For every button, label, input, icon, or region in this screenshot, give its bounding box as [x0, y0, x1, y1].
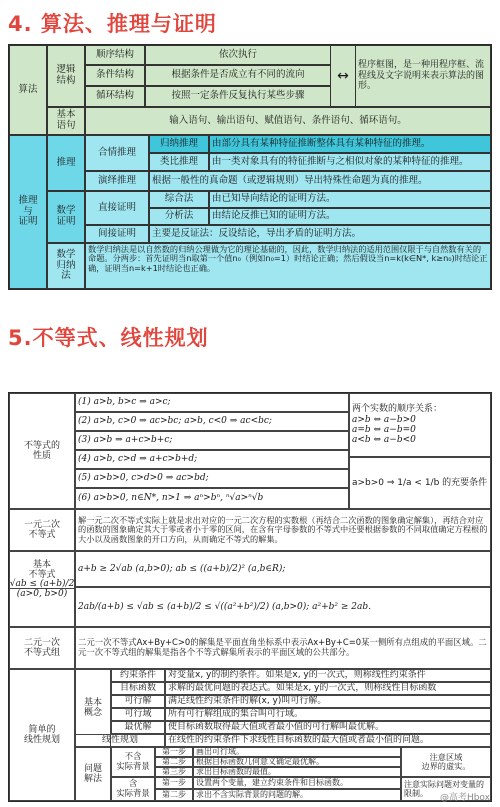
note-constraint: 注意实际问题对变量的限制。: [401, 777, 491, 801]
struct-desc-0: 依次执行: [145, 45, 331, 65]
direct-proof-label: 直接证明: [85, 191, 149, 225]
linear-system-label: 二元一次 不等式组: [9, 627, 75, 669]
synthetic-name: 综合法: [149, 191, 209, 208]
analogy-desc: 由一类对象具有的特征推断与之相似对象的某种特征的推理。: [209, 153, 491, 171]
inference-label: 推理: [47, 135, 85, 191]
concept-name-4: 最优解: [111, 721, 165, 734]
section5-title: 5.不等式、线性规划: [8, 326, 209, 350]
concept-desc-1: 求解的最优问题的表达式。如果是x, y的一次式，则称线性目标函数: [165, 682, 491, 695]
flowchart-note: 程序框图，是一种用程序框、流程线及文字说明来表示算法的图形。: [355, 45, 491, 107]
concept-desc-0: 对变量x, y的制约条件。如果是x, y的一次式，则称线性约束条件: [165, 669, 491, 682]
inequality-table: [8, 392, 492, 802]
property-2: (2) a>b, c>0 ⇒ ac>bc; a>b, c<0 ⇒ ac<bc;: [75, 412, 349, 431]
concept-name-2: 可行解: [111, 695, 165, 708]
statement-label: 基本 语句: [47, 107, 85, 135]
step-nb-2: 第二步: [155, 757, 193, 767]
step-b-1: 第一步: [155, 777, 193, 789]
order-line-2: a=b ⇔ a−b=0: [352, 425, 416, 435]
synthetic-desc: 由已知导向结论的证明方法。: [209, 191, 491, 208]
analytic-desc: 由结论反推已知的证明方法。: [209, 208, 491, 225]
struct-desc-1: 根据条件是否成立有不同的流向: [145, 65, 331, 86]
deduction-name: 演绎推理: [85, 171, 149, 191]
step-nb-3: 第三步: [155, 767, 193, 777]
basic-ineq-row2: 2ab/(a+b) ≤ √ab ≤ (a+b)/2 ≤ √((a²+b²)/2) (a,b>0); a²+b² ≥ 2ab.: [75, 587, 491, 627]
induction-math-label: 数学 归纳 法: [47, 243, 85, 289]
analytic-name: 分析法: [149, 208, 209, 225]
structure-label: 逻辑 结构: [47, 45, 85, 107]
induction-name: 归纳推理: [149, 135, 209, 153]
concept-desc-5: 在线性的约束条件下求线性目标函数的最大值或者最小值的问题。: [165, 734, 491, 747]
order-line-1: a>b ⇔ a−b>0: [352, 414, 416, 425]
property-3: (3) a>b ⇒ a+c>b+c;: [75, 431, 349, 450]
indirect-desc: 主要是反证法：反设结论，导出矛盾的证明方法。: [149, 225, 491, 243]
math-proof-label: 数学 证明: [47, 191, 85, 243]
induction-math-desc: 数学归纳法是以自然数的归纳公理做为它的理论基础的，因此，数学归纳法的适用范围仅限于与自然数有关的命题。分两步：首先证明当n取第一个值n₀（例如n₀=1）时结论正确；然后假设当n=k(k∈N*, k≥n₀)时结论正确，证明当n=k+1时结论也正确。: [85, 243, 491, 289]
property-4: (4) a>b, c>d ⇒ a+c>b+d;: [75, 450, 349, 469]
concept-label: 基本 概念: [75, 669, 111, 747]
concept-name-5: 线性规划: [75, 734, 165, 747]
basic-ineq-main: √ab ≤ (a+b)/2 (a>0, b>0): [9, 551, 75, 627]
analogy-name: 类比推理: [149, 153, 209, 171]
algo-label: 算法: [9, 45, 47, 135]
note-boundary: 注意区域 边界的虚实。: [401, 747, 491, 777]
struct-name-2: 循环结构: [85, 86, 145, 107]
concept-name-0: 约束条件: [111, 669, 165, 682]
reasoning-proof-label: 推理 与 证明: [9, 135, 47, 289]
no-background-label: 不含 实际背景: [111, 747, 155, 777]
induction-desc: 由部分具有某种特征推断整体具有某种特征的推理。: [209, 135, 491, 153]
with-background-label: 含 实际背景: [111, 777, 155, 801]
step-nb-3-desc: 求出目标函数的最值。: [193, 767, 401, 777]
algorithm-reasoning-table: [8, 44, 492, 290]
concept-desc-3: 所有可行解组成的集合叫可行域。: [165, 708, 491, 721]
struct-desc-2: 按照一定条件反复执行某些步骤: [145, 86, 331, 107]
property-1: (1) a>b, b>c ⇒ a>c;: [75, 393, 349, 412]
double-arrow-icon: ↔: [331, 45, 355, 107]
basic-ineq-row1: a+b ≥ 2√ab (a,b>0); ab ≤ ((a+b)/2)² (a,b∈R);: [75, 551, 491, 587]
linear-system-desc: 二元一次不等式Ax+By+C>0的解集是平面直角坐标系中表示Ax+By+C=0某一侧所有点组成的平面区域。二元一次不等式组的解集是指各个不等式解集所表示的平面区域的公共部分。: [75, 627, 491, 669]
order-title: 两个实数的顺序关系：: [352, 404, 443, 415]
step-nb-1-desc: 画出可行域。: [193, 747, 401, 757]
method-label: 问题 解法: [75, 747, 111, 801]
reciprocal-condition: a>b>0 ⇒ 1/a < 1/b 的充要条件: [349, 457, 491, 509]
concept-desc-4: 使目标函数取得最大值或者最小值的可行解叫最优解。: [165, 721, 491, 734]
quadratic-label: 一元二次 不等式: [9, 509, 75, 551]
concept-name-1: 目标函数: [111, 682, 165, 695]
struct-name-1: 条件结构: [85, 65, 145, 86]
properties-label: 不等式的 性质: [9, 393, 75, 509]
struct-name-0: 顺序结构: [85, 45, 145, 65]
statement-desc: 输入语句、输出语句、赋值语句、条件语句、循环语句。: [85, 107, 491, 135]
step-b-2: 第二步: [155, 789, 193, 801]
deduction-desc: 根据一般性的真命题（或逻辑规则）导出特殊性命题为真的推理。: [149, 171, 491, 191]
step-nb-1: 第一步: [155, 747, 193, 757]
step-b-1-desc: 设置两个变量，建立约束条件和目标函数。: [193, 777, 401, 789]
basic-ineq-label: 基本 不等式: [9, 551, 75, 589]
order-relation: [349, 393, 491, 457]
plausible-reasoning-label: 合情推理: [85, 135, 149, 171]
watermark: @高考Hbox: [439, 793, 490, 803]
concept-desc-2: 满足线性约束条件的解(x, y)叫可行解。: [165, 695, 491, 708]
section4-title: 4. 算法、推理与证明: [8, 12, 217, 36]
quadratic-desc: 解一元二次不等式实际上就是求出对应的一元二次方程的实数根（再结合二次函数的图象确定解集），再结合对应的函数的图象确定其大于零或者小于零的区间，在含有字母参数的不等式中还要根据参数的不同取值确定方程根的大小以及函数图象的开口方向，从而确定不等式的解集。: [75, 509, 491, 551]
step-b-2-desc: 求出不含实际背景的问题的解。: [193, 789, 401, 801]
indirect-name: 间接证明: [85, 225, 149, 243]
property-6: (6) a>b>0, n∈N*, n>1 ⇒ aⁿ>bⁿ, ⁿ√a>ⁿ√b: [75, 488, 349, 509]
lp-label: 简单的 线性规划: [9, 669, 75, 801]
step-nb-2-desc: 根据目标函数几何意义确定最优解。: [193, 757, 401, 767]
order-line-3: a<b ⇔ a−b<0: [352, 435, 416, 446]
concept-name-3: 可行域: [111, 708, 165, 721]
property-5: (5) a>b>0, c>d>0 ⇒ ac>bd;: [75, 469, 349, 488]
